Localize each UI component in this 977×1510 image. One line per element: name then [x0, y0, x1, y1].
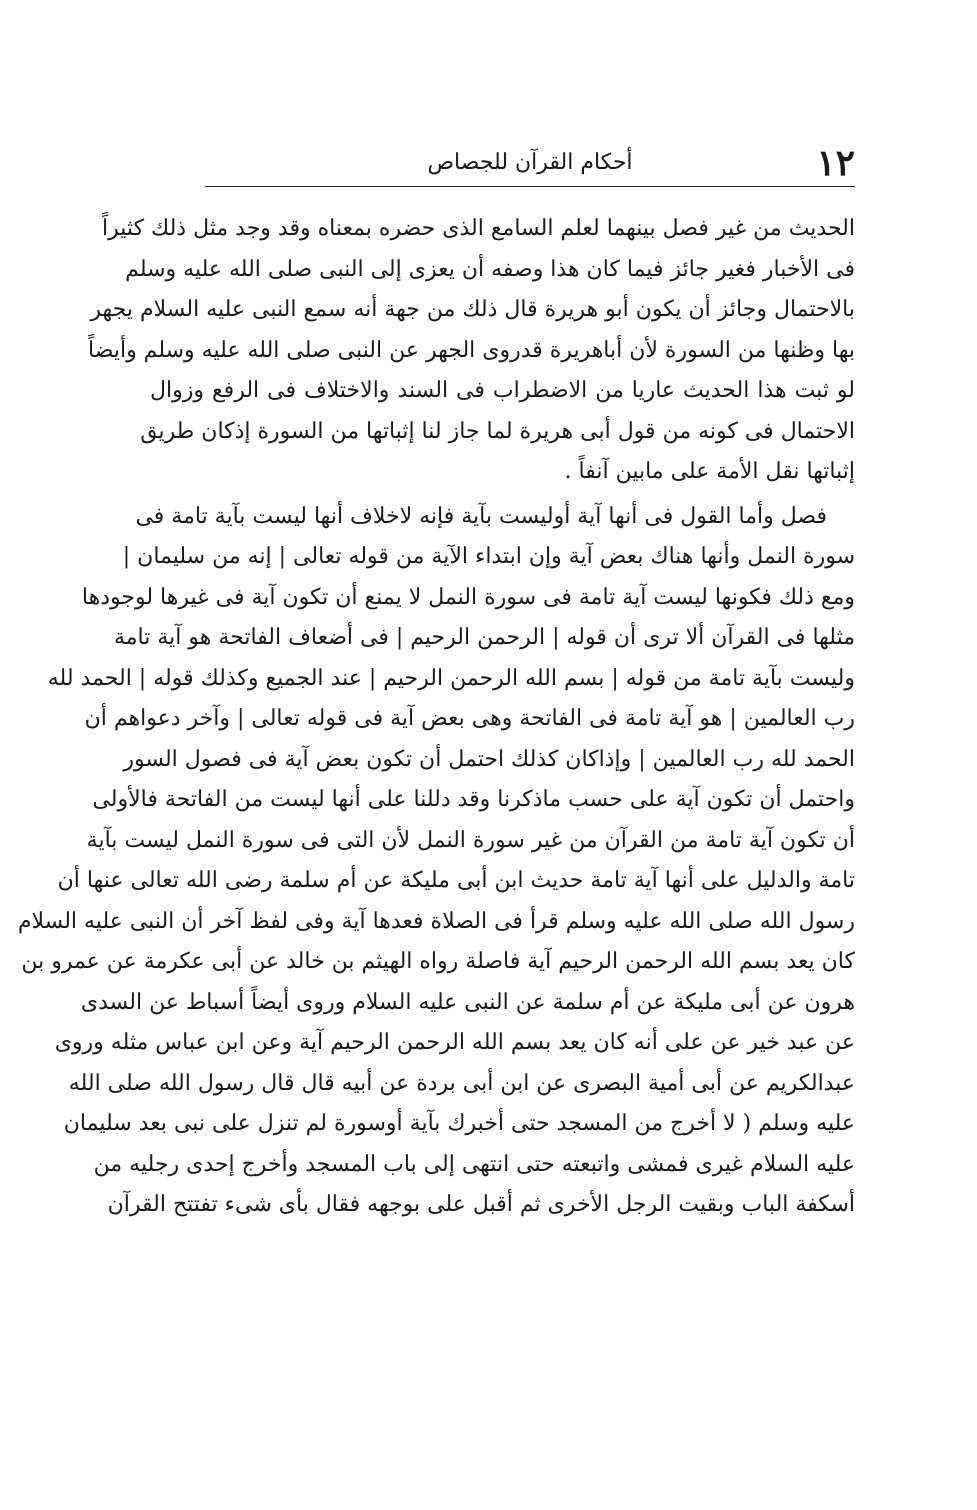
running-title: أحكام القرآن للجصاص: [427, 150, 633, 175]
text-line: عليه وسلم ( لا أخرج من المسجد حتى أخبرك بآية أوسورة لم تنزل على نبى بعد سليمان: [63, 1111, 855, 1136]
body-text: [17, 209, 855, 1226]
text-line: الحديث من غير فصل بينهما لعلم السامع الذى حضره بمعناه وقد وجد مثل ذلك كثيراً: [102, 216, 855, 241]
text-line: هرون عن أبى مليكة عن أم سلمة عن النبى عليه السلام وروى أيضاً أسباط عن السدى: [80, 989, 855, 1015]
text-line: إثباتها نقل الأمة على مابين آنفاً .: [564, 459, 855, 484]
paragraph-2: [17, 497, 855, 1226]
text-line: تامة والدليل على أنها آية تامة حديث ابن أبى مليكة عن أم سلمة رضى الله تعالى عنها أن: [57, 868, 855, 893]
text-line: فى الأخبار فغير جائز فيما كان هذا وصفه أن يعزى إلى النبى صلى الله عليه وسلم: [125, 256, 855, 282]
text-line: أسكفة الباب وبقيت الرجل الأخرى ثم أقبل على بوجهه فقال بأى شىء تفتتح القرآن: [107, 1192, 855, 1217]
text-line: رب العالمين | هو آية تامة فى الفاتحة وهى بعض آية فى قوله تعالى | وآخر دعواهم أن: [84, 706, 855, 731]
text-line: أن تكون آية تامة من القرآن من غير سورة النمل لأن التى فى سورة النمل ليست بآية: [86, 827, 855, 853]
page-header: [205, 140, 855, 186]
text-line: بها وظنها من السورة لأن أباهريرة قدروى الجهر عن النبى صلى الله عليه وسلم وأيضاً: [88, 337, 855, 363]
text-line: عبدالكريم عن أبى أمية البصرى عن ابن أبى بردة عن أبيه قال قال رسول الله صلى الله: [68, 1070, 855, 1096]
text-line: ومع ذلك فكونها ليست آية تامة فى سورة النمل لا يمنع أن تكون آية فى غيرها لوجودها: [81, 584, 855, 610]
text-line: فصل وأما القول فى أنها آية أوليست بآية فإنه لاخلاف أنها ليست بآية تامة فى: [135, 503, 827, 529]
header-divider: [205, 186, 855, 187]
text-line: واحتمل أن تكون آية على حسب ماذكرنا وقد دللنا على أنها ليست من الفاتحة فالأولى: [92, 787, 855, 812]
text-line: كان يعد بسم الله الرحمن الرحيم آية فاصلة رواه الهيثم بن خالد عن أبى عكرمة عن عمرو بن: [21, 949, 855, 974]
text-line: لو ثبت هذا الحديث عاريا من الاضطراب فى السند والاختلاف فى الرفع وزوال: [150, 378, 855, 403]
text-line: عن عبد خير عن على أنه كان يعد بسم الله الرحمن الرحيم آية وعن ابن عباس مثله وروى: [54, 1030, 855, 1055]
text-line: مثلها فى القرآن ألا ترى أن قوله | الرحمن الرحيم | فى أضعاف الفاتحة هو آية تامة: [113, 625, 855, 650]
text-line: الاحتمال فى كونه من قول أبى هريرة لما جاز لنا إثباتها من السورة إذكان طريق: [140, 418, 855, 444]
text-line: رسول الله صلى الله عليه وسلم قرأ فى الصلاة فعدها آية وفى لفظ آخر أن النبى عليه السلام: [17, 908, 855, 934]
text-line: عليه السلام غيرى فمشى واتبعته حتى انتهى إلى باب المسجد وأخرج إحدى رجليه من: [93, 1151, 855, 1177]
text-line: الحمد لله رب العالمين | وإذاكان كذلك احتمل أن تكون بعض آية فى فصول السور: [123, 746, 855, 772]
page-number: ١٢: [816, 142, 855, 184]
text-line: بالاحتمال وجائز أن يكون أبو هريرة قال ذلك من جهة أنه سمع النبى عليه السلام يجهر: [90, 297, 855, 322]
paragraph-1: [88, 209, 855, 493]
text-line: سورة النمل وأنها هناك بعض آية وإن ابتداء الآية من قوله تعالى | إنه من سليمان |: [122, 544, 855, 569]
text-line: وليست بآية تامة من قوله | بسم الله الرحمن الرحيم | عند الجميع وكذلك قوله | الحمد لله: [47, 665, 855, 691]
